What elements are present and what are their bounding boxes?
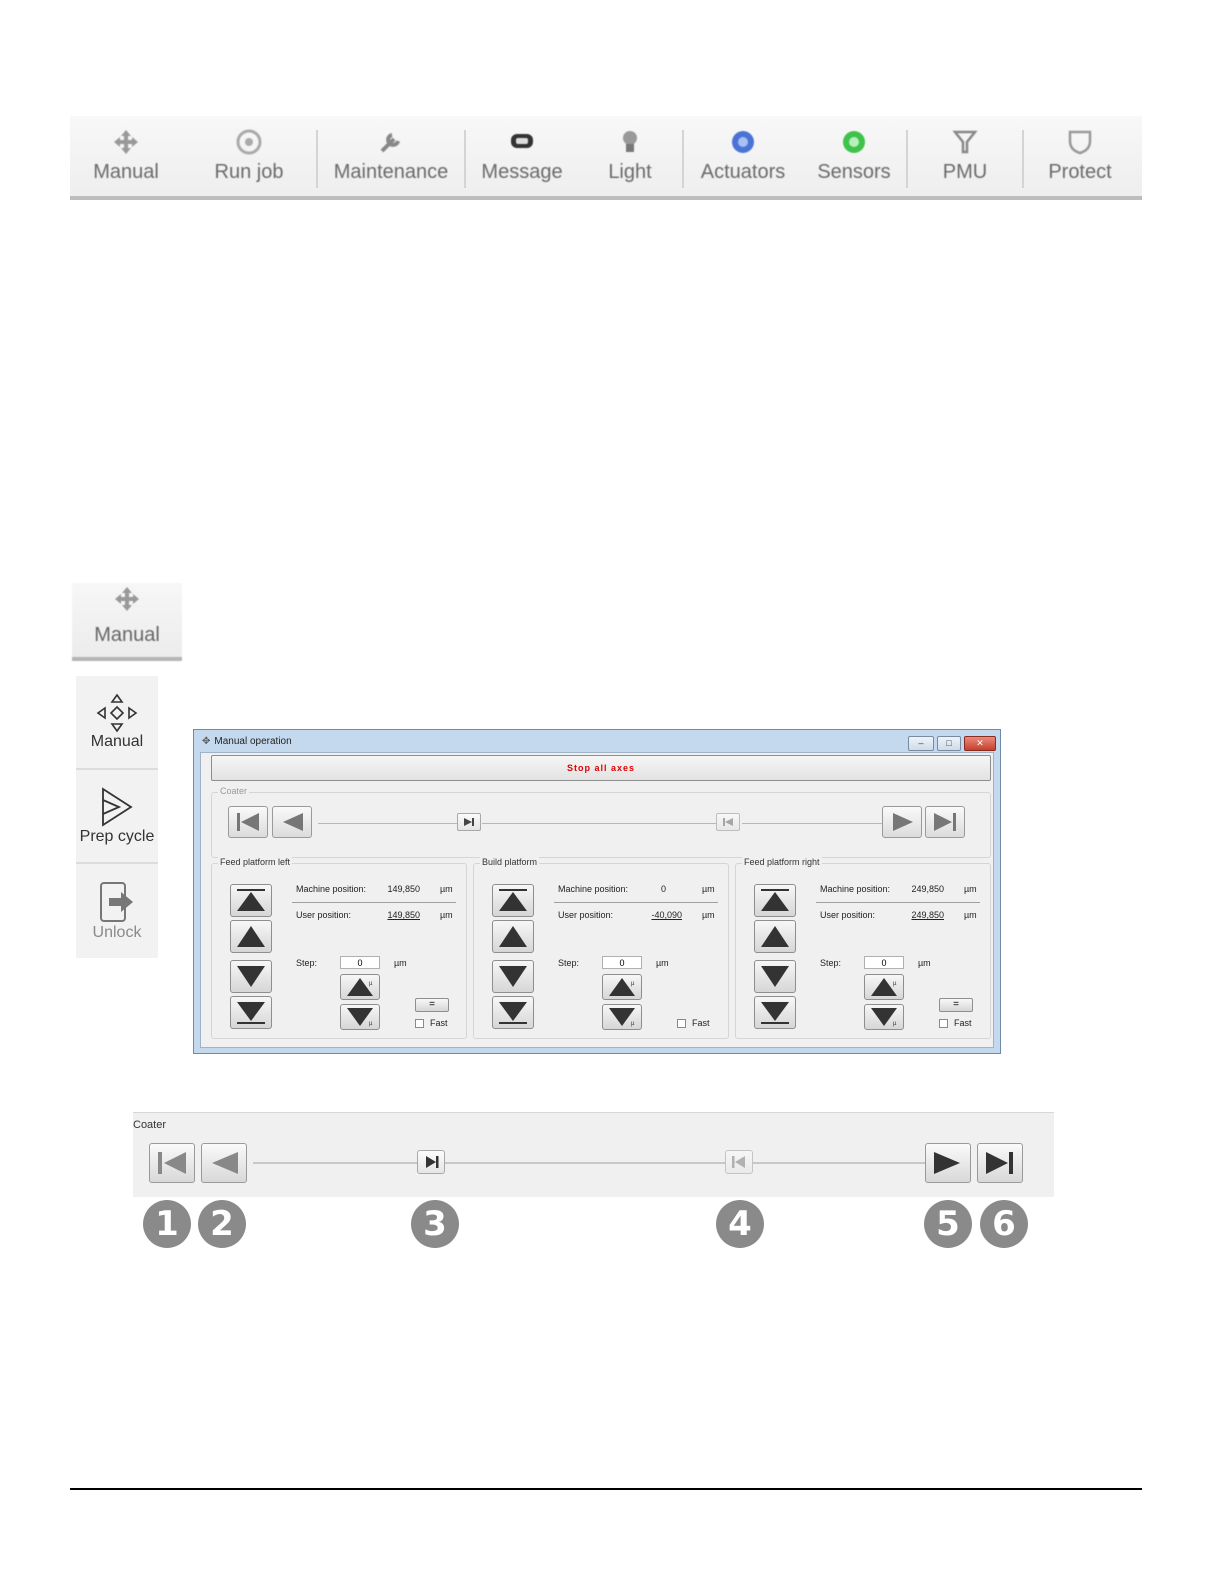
machine-position-label: Machine position:: [558, 884, 629, 894]
machine-position-unit: µm: [964, 884, 977, 894]
toolbar-sensors-button[interactable]: Sensors: [802, 116, 906, 196]
callout-2: 2: [198, 1200, 246, 1248]
step-down-button[interactable]: [340, 1004, 380, 1030]
coater-track: [482, 823, 716, 824]
manual-operation-window: [193, 729, 1001, 1054]
coater-move-right-button[interactable]: [882, 806, 922, 838]
coater-go-right-end-button[interactable]: [977, 1143, 1023, 1183]
stop-all-axes-button[interactable]: Stop all axes: [211, 755, 991, 781]
machine-position-value: 249,850: [911, 884, 944, 894]
manual-tile[interactable]: [72, 583, 182, 661]
step-up-button[interactable]: [340, 974, 380, 1000]
step-down-button[interactable]: [602, 1004, 642, 1030]
actuator-icon: [730, 129, 756, 155]
divider: [554, 902, 718, 903]
arrow-down-micro-icon: [865, 1005, 903, 1029]
coater-track: [742, 823, 882, 824]
jog-up-fast-button[interactable]: [754, 884, 796, 917]
zero-button[interactable]: [939, 998, 973, 1012]
step-up-button[interactable]: [602, 974, 642, 1000]
jog-up-fast-button[interactable]: [492, 884, 534, 917]
user-position-label: User position:: [296, 910, 352, 920]
window-titlebar: [194, 730, 1000, 752]
arrow-right-icon: [883, 807, 921, 837]
funnel-icon: [952, 129, 978, 155]
step-label: Step:: [558, 958, 580, 968]
arrow-down-icon: [755, 961, 795, 992]
toolbar-actuators-button[interactable]: Actuators: [684, 116, 802, 196]
close-icon: ✕: [976, 738, 984, 748]
arrow-up-end-icon: [755, 885, 795, 916]
callout-4: 4: [716, 1200, 764, 1248]
move-icon: [113, 129, 139, 155]
maximize-icon: □: [946, 738, 952, 748]
skip-left-icon: [229, 807, 267, 837]
equals-icon: =: [429, 999, 435, 1010]
user-position-value[interactable]: 249,850: [911, 910, 944, 920]
callout-6: 6: [980, 1200, 1028, 1248]
play-outline-icon: [97, 786, 137, 828]
jog-up-button[interactable]: [754, 920, 796, 953]
machine-position-unit: µm: [702, 884, 715, 894]
toolbar-protect-button[interactable]: Protect: [1024, 116, 1136, 196]
coater-position-4-button[interactable]: [725, 1150, 753, 1174]
step-down-button[interactable]: [864, 1004, 904, 1030]
arrow-down-micro-icon: [603, 1005, 641, 1029]
toolbar-manual-button[interactable]: Manual: [70, 116, 182, 196]
svg-text:µ: µ: [893, 981, 897, 987]
arrow-left-icon: [273, 807, 311, 837]
arrow-down-micro-icon: [341, 1005, 379, 1029]
coater-track: [253, 1162, 417, 1164]
arrow-up-icon: [493, 921, 533, 952]
machine-position-unit: µm: [440, 884, 453, 894]
skip-left-small-icon: [726, 1151, 752, 1173]
step-up-button[interactable]: [864, 974, 904, 1000]
arrow-up-icon: [755, 921, 795, 952]
panel-title: Build platform: [482, 857, 538, 867]
fast-label: Fast: [430, 1018, 448, 1028]
jog-down-button[interactable]: [230, 960, 272, 993]
skip-right-icon: [978, 1144, 1022, 1182]
fast-label: Fast: [954, 1018, 972, 1028]
toolbar-maintenance-button[interactable]: Maintenance: [318, 116, 464, 196]
side-item-unlock[interactable]: [76, 864, 158, 958]
jog-up-button[interactable]: [492, 920, 534, 953]
coater-move-right-button[interactable]: [925, 1143, 971, 1183]
user-position-unit: µm: [702, 910, 715, 920]
step-label: Step:: [820, 958, 842, 968]
coater-move-left-button[interactable]: [272, 806, 312, 838]
step-input[interactable]: 0: [864, 956, 904, 969]
svg-text:µ: µ: [631, 981, 635, 987]
panel-title: Feed platform right: [744, 857, 820, 867]
fast-label: Fast: [692, 1018, 710, 1028]
machine-position-value: 149,850: [387, 884, 420, 894]
coater-track: [445, 1162, 725, 1164]
user-position-unit: µm: [440, 910, 453, 920]
toolbar-run-job-button[interactable]: Run job: [182, 116, 316, 196]
wrench-icon: [378, 129, 404, 155]
arrow-down-end-icon: [755, 997, 795, 1028]
arrow-up-micro-icon: [603, 975, 641, 999]
coater-go-right-end-button[interactable]: [925, 806, 965, 838]
arrow-up-end-icon: [231, 885, 271, 916]
feed-platform-right-group: [735, 857, 991, 1039]
feed-platform-left-group: [211, 857, 467, 1039]
arrow-up-micro-icon: [341, 975, 379, 999]
arrow-right-icon: [926, 1144, 970, 1182]
arrow-down-end-icon: [493, 997, 533, 1028]
coater-go-left-end-button[interactable]: [228, 806, 268, 838]
minimize-icon: –: [918, 738, 924, 748]
coater-zoom-label: Coater: [133, 1119, 167, 1131]
coater-position-4-button[interactable]: [716, 813, 740, 831]
coater-label: Coater: [220, 786, 248, 796]
side-menu: [76, 676, 158, 958]
skip-right-icon: [926, 807, 964, 837]
jog-down-fast-button[interactable]: [754, 996, 796, 1029]
jog-down-button[interactable]: [754, 960, 796, 993]
machine-position-value: 0: [660, 884, 666, 894]
run-icon: [236, 129, 262, 155]
step-unit: µm: [656, 958, 669, 968]
step-label: Step:: [296, 958, 318, 968]
fast-checkbox[interactable]: [939, 1019, 948, 1028]
coater-position-3-button[interactable]: [457, 813, 481, 831]
divider: [292, 902, 456, 903]
coater-track: [753, 1162, 925, 1164]
coater-zoom-panel: [133, 1112, 1054, 1197]
user-position-value[interactable]: 149,850: [387, 910, 420, 920]
svg-text:µ: µ: [369, 1021, 373, 1027]
arrow-down-icon: [231, 961, 271, 992]
jog-down-fast-button[interactable]: [230, 996, 272, 1029]
skip-right-small-icon: [458, 814, 480, 830]
side-item-prep-cycle[interactable]: [76, 770, 158, 864]
jog-up-button[interactable]: [230, 920, 272, 953]
fast-checkbox[interactable]: [415, 1019, 424, 1028]
top-toolbar: [70, 116, 1142, 200]
callout-3: 3: [411, 1200, 459, 1248]
build-platform-group: [473, 857, 729, 1039]
arrow-up-icon: [231, 921, 271, 952]
shield-icon: [1067, 129, 1093, 155]
divider: [816, 902, 980, 903]
arrow-down-icon: [493, 961, 533, 992]
coater-move-left-button[interactable]: [201, 1143, 247, 1183]
panel-title: Feed platform left: [220, 857, 291, 867]
coater-position-3-button[interactable]: [417, 1150, 445, 1174]
minimize-button[interactable]: [908, 736, 934, 751]
window-body: [200, 752, 994, 1048]
svg-text:µ: µ: [893, 1021, 897, 1027]
maximize-button[interactable]: [937, 736, 961, 751]
toolbar-light-button[interactable]: Light: [578, 116, 682, 196]
move-icon: ✥: [202, 735, 211, 747]
user-position-unit: µm: [964, 910, 977, 920]
skip-left-icon: [150, 1144, 194, 1182]
window-title: Manual operation: [214, 735, 292, 747]
fast-checkbox[interactable]: [677, 1019, 686, 1028]
message-icon: [509, 129, 535, 155]
footer-rule: [70, 1488, 1142, 1490]
arrow-up-micro-icon: [865, 975, 903, 999]
arrow-up-end-icon: [493, 885, 533, 916]
toolbar-message-button[interactable]: Message: [466, 116, 578, 196]
svg-text:µ: µ: [369, 981, 373, 987]
user-position-label: User position:: [558, 910, 614, 920]
close-button[interactable]: [964, 736, 996, 751]
zero-button[interactable]: [415, 998, 449, 1012]
arrow-left-icon: [202, 1144, 246, 1182]
side-item-label: Prep cycle: [79, 828, 155, 845]
move-icon: [95, 693, 139, 733]
skip-left-small-icon: [717, 814, 739, 830]
machine-position-label: Machine position:: [820, 884, 891, 894]
skip-right-small-icon: [418, 1151, 444, 1173]
manual-tile-label: Manual: [94, 624, 160, 646]
step-input[interactable]: 0: [602, 956, 642, 969]
user-position-label: User position:: [820, 910, 876, 920]
coater-go-left-end-button[interactable]: [149, 1143, 195, 1183]
machine-position-label: Machine position:: [296, 884, 367, 894]
move-icon: [114, 586, 140, 618]
step-input[interactable]: 0: [340, 956, 380, 969]
step-unit: µm: [394, 958, 407, 968]
equals-icon: =: [953, 999, 959, 1010]
sensor-icon: [841, 129, 867, 155]
coater-group: [211, 786, 991, 858]
coater-track: [318, 823, 458, 824]
bulb-icon: [617, 129, 643, 155]
step-unit: µm: [918, 958, 931, 968]
exit-icon: [97, 880, 137, 924]
callout-1: 1: [143, 1200, 191, 1248]
side-item-manual[interactable]: [76, 676, 158, 770]
jog-down-fast-button[interactable]: [492, 996, 534, 1029]
callout-5: 5: [924, 1200, 972, 1248]
svg-text:µ: µ: [631, 1021, 635, 1027]
user-position-value[interactable]: -40,090: [651, 910, 682, 920]
arrow-down-end-icon: [231, 997, 271, 1028]
jog-up-fast-button[interactable]: [230, 884, 272, 917]
side-item-label: Unlock: [92, 924, 142, 941]
toolbar-pmu-button[interactable]: PMU: [908, 116, 1022, 196]
jog-down-button[interactable]: [492, 960, 534, 993]
side-item-label: Manual: [90, 733, 144, 750]
